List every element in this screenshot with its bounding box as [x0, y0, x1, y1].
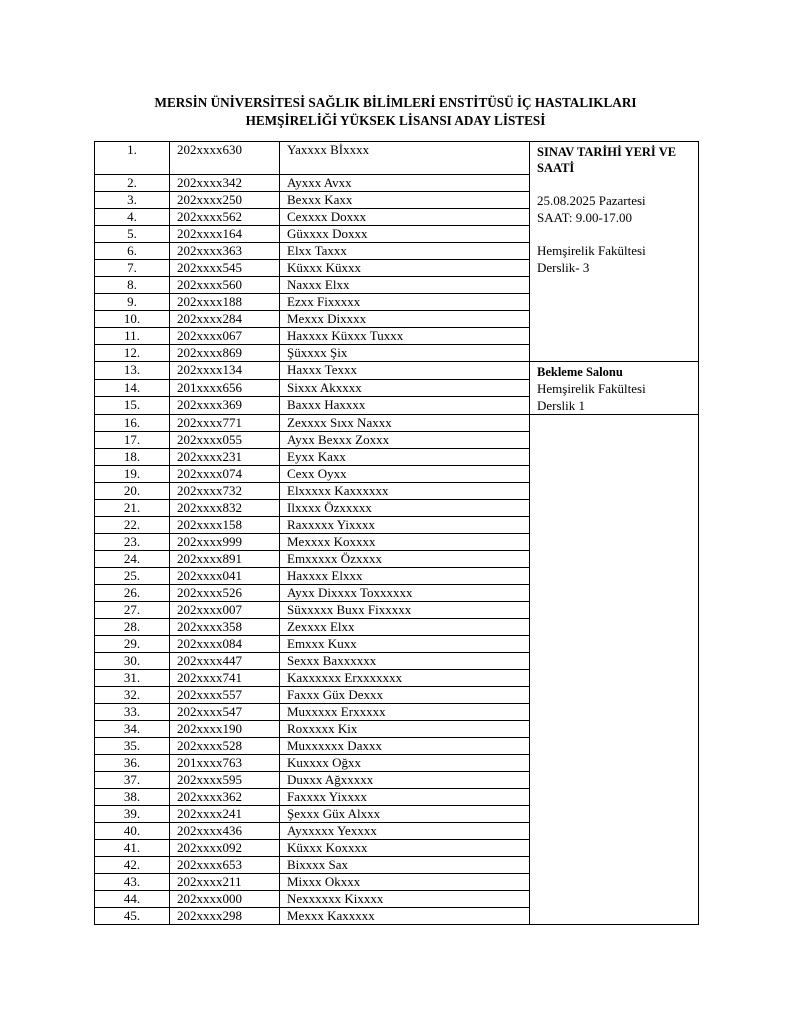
row-number: 14.: [95, 379, 170, 397]
candidate-id: 202xxxx298: [170, 908, 280, 925]
row-number: 17.: [95, 432, 170, 449]
row-number: 36.: [95, 755, 170, 772]
candidate-id: 202xxxx211: [170, 874, 280, 891]
row-number: 8.: [95, 277, 170, 294]
candidate-name: Baxxx Haxxxx: [280, 397, 530, 415]
candidate-id: 202xxxx134: [170, 362, 280, 380]
candidate-name: Faxxxx Yixxxx: [280, 789, 530, 806]
row-number: 37.: [95, 772, 170, 789]
candidate-name: Bixxxx Sax: [280, 857, 530, 874]
candidate-id: 202xxxx084: [170, 636, 280, 653]
row-number: 28.: [95, 619, 170, 636]
candidate-name: Küxxx Koxxxx: [280, 840, 530, 857]
candidate-id: 202xxxx362: [170, 789, 280, 806]
candidate-id: 202xxxx164: [170, 226, 280, 243]
row-number: 31.: [95, 670, 170, 687]
candidate-name: Bexxx Kaxx: [280, 192, 530, 209]
row-number: 6.: [95, 243, 170, 260]
candidate-id: 202xxxx358: [170, 619, 280, 636]
candidate-name: Süxxxxx Buxx Fixxxxx: [280, 602, 530, 619]
candidate-id: 202xxxx158: [170, 517, 280, 534]
candidate-id: 202xxxx041: [170, 568, 280, 585]
candidate-id: 201xxxx763: [170, 755, 280, 772]
candidate-id: 202xxxx771: [170, 415, 280, 432]
row-number: 40.: [95, 823, 170, 840]
row-number: 15.: [95, 397, 170, 415]
empty-info-cell: [530, 415, 699, 925]
candidate-name: Cexx Oyxx: [280, 466, 530, 483]
row-number: 9.: [95, 294, 170, 311]
candidate-id: 202xxxx547: [170, 704, 280, 721]
candidate-name: Küxxx Küxxx: [280, 260, 530, 277]
candidate-name: Naxxx Elxx: [280, 277, 530, 294]
candidate-id: 202xxxx007: [170, 602, 280, 619]
candidate-id: 202xxxx741: [170, 670, 280, 687]
waiting-room-line-2: Derslik 1: [537, 398, 586, 413]
candidate-id: 201xxxx656: [170, 379, 280, 397]
candidate-id: 202xxxx526: [170, 585, 280, 602]
row-number: 23.: [95, 534, 170, 551]
candidate-name: Muxxxxx Erxxxxx: [280, 704, 530, 721]
candidate-id: 202xxxx074: [170, 466, 280, 483]
candidate-name: Ayxx Dixxxx Toxxxxxx: [280, 585, 530, 602]
candidate-name: Mixxx Okxxx: [280, 874, 530, 891]
candidate-name: Elxx Taxxx: [280, 243, 530, 260]
candidate-id: 202xxxx557: [170, 687, 280, 704]
table-row: [95, 415, 699, 432]
candidate-id: 202xxxx190: [170, 721, 280, 738]
title-line-1: MERSİN ÜNİVERSİTESİ SAĞLIK BİLİMLERİ ENSTİTÜSÜ İÇ HASTALIKLARI: [154, 95, 637, 110]
candidate-id: 202xxxx999: [170, 534, 280, 551]
candidate-id: 202xxxx369: [170, 397, 280, 415]
row-number: 24.: [95, 551, 170, 568]
exam-info-cell: [530, 142, 699, 362]
row-number: 38.: [95, 789, 170, 806]
candidate-name: Zexxxx Elxx: [280, 619, 530, 636]
candidate-id: 202xxxx231: [170, 449, 280, 466]
candidate-id: 202xxxx284: [170, 311, 280, 328]
candidate-id: 202xxxx891: [170, 551, 280, 568]
candidate-name: Ezxx Fixxxxx: [280, 294, 530, 311]
row-number: 29.: [95, 636, 170, 653]
row-number: 7.: [95, 260, 170, 277]
row-number: 43.: [95, 874, 170, 891]
candidate-name: Sixxx Akxxxx: [280, 379, 530, 397]
table-row: [95, 142, 699, 175]
row-number: 2.: [95, 175, 170, 192]
candidate-name: Ayxxxxx Yexxxx: [280, 823, 530, 840]
candidate-name: Nexxxxxx Kixxxx: [280, 891, 530, 908]
candidate-name: Muxxxxxx Daxxx: [280, 738, 530, 755]
candidate-name: Ilxxxx Özxxxxx: [280, 500, 530, 517]
candidate-id: 202xxxx732: [170, 483, 280, 500]
candidate-id: 202xxxx562: [170, 209, 280, 226]
exam-time: SAAT: 9.00-17.00: [537, 210, 633, 225]
candidate-name: Şexxx Güx Alxxx: [280, 806, 530, 823]
candidate-name: Mexxxx Koxxxx: [280, 534, 530, 551]
candidate-id: 202xxxx250: [170, 192, 280, 209]
row-number: 1.: [95, 142, 170, 175]
row-number: 13.: [95, 362, 170, 380]
row-number: 19.: [95, 466, 170, 483]
candidate-name: Kuxxxx Oğxx: [280, 755, 530, 772]
row-number: 5.: [95, 226, 170, 243]
candidate-name: Güxxxx Doxxx: [280, 226, 530, 243]
candidate-id: 202xxxx092: [170, 840, 280, 857]
candidate-name: Emxxx Kuxx: [280, 636, 530, 653]
candidate-name: Mexxx Kaxxxxx: [280, 908, 530, 925]
row-number: 26.: [95, 585, 170, 602]
candidate-id: 202xxxx595: [170, 772, 280, 789]
row-number: 21.: [95, 500, 170, 517]
candidate-name: Ayxx Bexxx Zoxxx: [280, 432, 530, 449]
candidate-name: Sexxx Baxxxxxx: [280, 653, 530, 670]
candidate-id: 202xxxx630: [170, 142, 280, 175]
row-number: 35.: [95, 738, 170, 755]
row-number: 25.: [95, 568, 170, 585]
candidate-name: Haxxxx Elxxx: [280, 568, 530, 585]
title-line-2: HEMŞİRELİĞİ YÜKSEK LİSANSI ADAY LİSTESİ: [245, 113, 546, 128]
candidate-name: Haxxx Texxx: [280, 362, 530, 380]
row-number: 32.: [95, 687, 170, 704]
candidate-id: 202xxxx067: [170, 328, 280, 345]
row-number: 42.: [95, 857, 170, 874]
row-number: 30.: [95, 653, 170, 670]
candidate-id: 202xxxx447: [170, 653, 280, 670]
candidate-name: Cexxxx Doxxx: [280, 209, 530, 226]
candidate-name: Mexxx Dixxxx: [280, 311, 530, 328]
row-number: 12.: [95, 345, 170, 362]
row-number: 4.: [95, 209, 170, 226]
candidate-id: 202xxxx436: [170, 823, 280, 840]
candidate-id: 202xxxx869: [170, 345, 280, 362]
row-number: 22.: [95, 517, 170, 534]
candidate-id: 202xxxx241: [170, 806, 280, 823]
waiting-room-line-1: Hemşirelik Fakültesi: [537, 381, 646, 396]
row-number: 10.: [95, 311, 170, 328]
candidate-name: Eyxx Kaxx: [280, 449, 530, 466]
row-number: 18.: [95, 449, 170, 466]
candidate-id: 202xxxx560: [170, 277, 280, 294]
candidate-id: 202xxxx363: [170, 243, 280, 260]
candidate-table: [94, 141, 699, 925]
waiting-room-cell: [530, 362, 699, 415]
candidate-name: Duxxx Ağxxxxx: [280, 772, 530, 789]
row-number: 20.: [95, 483, 170, 500]
candidate-name: Ayxxx Avxx: [280, 175, 530, 192]
candidate-name: Elxxxxx Kaxxxxxx: [280, 483, 530, 500]
exam-info-heading: SINAV TARİHİ YERİ VE SAATİ: [537, 145, 677, 175]
candidate-name: Yaxxxx Bİxxxx: [280, 142, 530, 175]
exam-date: 25.08.2025 Pazartesi: [537, 193, 646, 208]
row-number: 34.: [95, 721, 170, 738]
candidate-id: 202xxxx000: [170, 891, 280, 908]
candidate-id: 202xxxx342: [170, 175, 280, 192]
candidate-name: Zexxxx Sıxx Naxxx: [280, 415, 530, 432]
candidate-name: Şüxxxx Şix: [280, 345, 530, 362]
candidate-id: 202xxxx832: [170, 500, 280, 517]
candidate-id: 202xxxx653: [170, 857, 280, 874]
document-title: [0, 94, 791, 130]
candidate-name: Raxxxxx Yixxxx: [280, 517, 530, 534]
candidate-id: 202xxxx188: [170, 294, 280, 311]
candidate-name: Haxxxx Küxxx Tuxxx: [280, 328, 530, 345]
table-row: [95, 362, 699, 380]
candidate-table-body: [95, 142, 699, 925]
candidate-id: 202xxxx528: [170, 738, 280, 755]
candidate-name: Kaxxxxxx Erxxxxxxx: [280, 670, 530, 687]
row-number: 33.: [95, 704, 170, 721]
row-number: 44.: [95, 891, 170, 908]
waiting-room-heading: Bekleme Salonu: [537, 365, 623, 379]
exam-place-line-1: Hemşirelik Fakültesi: [537, 243, 646, 258]
row-number: 11.: [95, 328, 170, 345]
row-number: 16.: [95, 415, 170, 432]
candidate-id: 202xxxx055: [170, 432, 280, 449]
exam-place-line-2: Derslik- 3: [537, 260, 590, 275]
candidate-name: Roxxxxx Kix: [280, 721, 530, 738]
row-number: 3.: [95, 192, 170, 209]
row-number: 45.: [95, 908, 170, 925]
row-number: 27.: [95, 602, 170, 619]
row-number: 39.: [95, 806, 170, 823]
candidate-name: Emxxxxx Özxxxx: [280, 551, 530, 568]
row-number: 41.: [95, 840, 170, 857]
candidate-name: Faxxx Güx Dexxx: [280, 687, 530, 704]
candidate-id: 202xxxx545: [170, 260, 280, 277]
